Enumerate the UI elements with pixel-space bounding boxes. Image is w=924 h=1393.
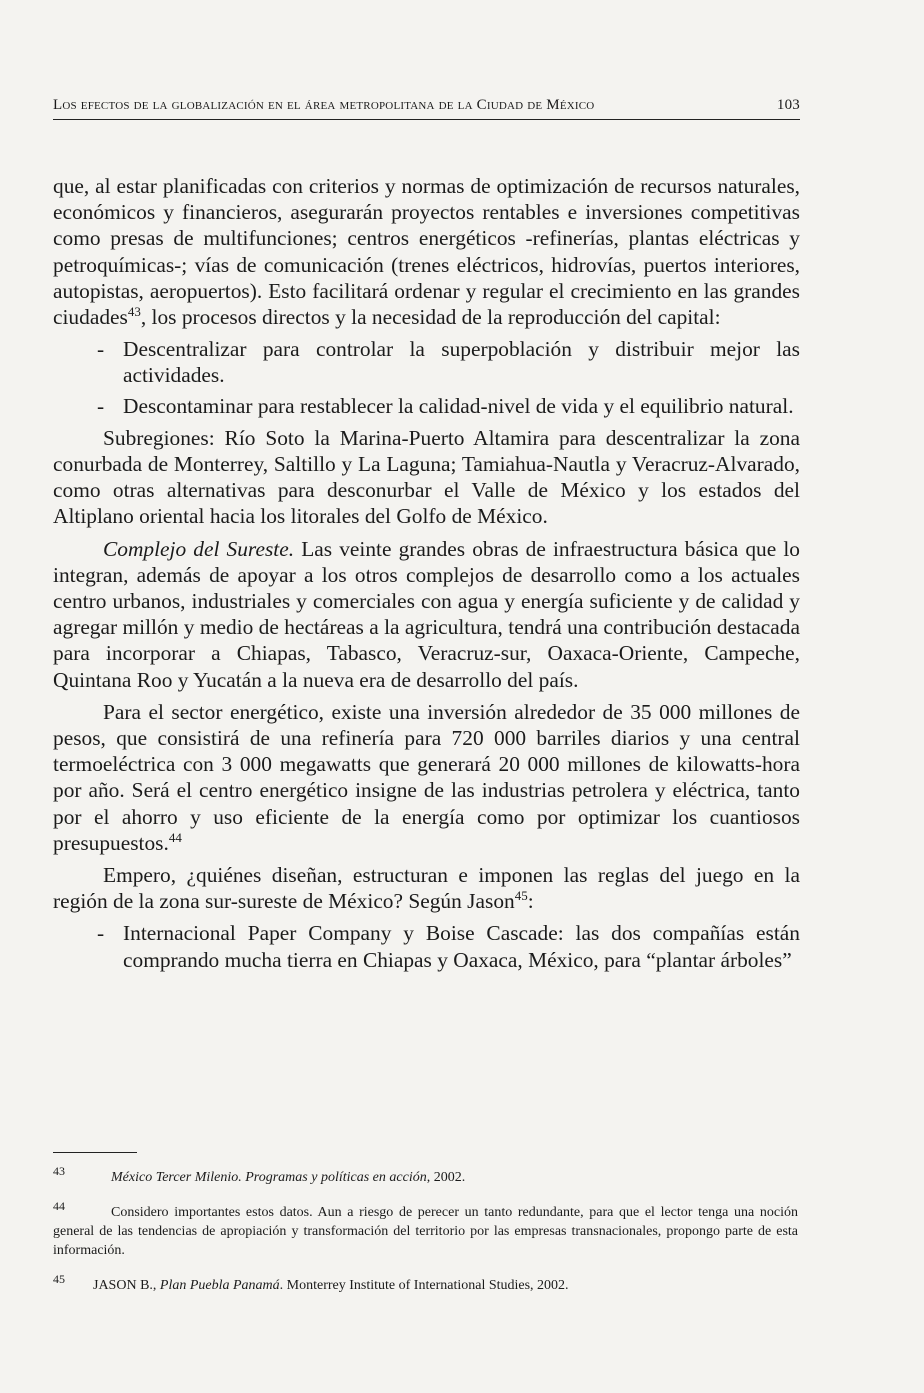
paragraph-text: : — [527, 889, 534, 914]
paragraph-text: , los procesos directos y la necesidad de la reproducción del capital: — [140, 305, 721, 330]
paragraph-text: Para el sector energético, existe una inversión alrededor de 35 000 millones de pesos, que consistirá de una refinería para 720 000 barriles diarios y una central termoeléctrica con 3 000 megawatts que generará 20 000 millones de kilowatts-hora por año. Será el centro energético insigne de las industrias petrolera y eléctrica, tanto por el ahorro y uso eficiente de la energía como por optimizar los cuantiosos presupuestos. — [53, 699, 800, 855]
footnote-italic-title: Plan Puebla Panamá — [159, 1278, 280, 1293]
bullet-list-objectives — [53, 336, 800, 419]
dash-marker: - — [97, 921, 105, 946]
list-item-text: Internacional Paper Company y Boise Cascade: las dos compañías están comprando mucha tierra en Chiapas y Oaxaca, México, para “plantar árboles” — [123, 921, 800, 972]
paragraph-continued — [53, 173, 800, 330]
footnote-44 — [53, 1197, 798, 1260]
paragraph-empero — [53, 862, 800, 914]
list-item — [53, 393, 800, 419]
footnote-text: Considero importantes estos datos. Aun a riesgo de perecer un tanto redundante, para que el lector tenga una noción general de las tendencias de apropiación y transformación del territorio por las empresas transnacionales, propongo parte de esta información. — [53, 1205, 798, 1258]
footnote-text: JASON B., — [93, 1278, 160, 1293]
paragraph-text: Las veinte grandes obras de infraestructura básica que lo integran, además de apoyar a los otros complejos de desarrollo como a los actuales centro urbanos, industriales y comerciales con agua y energía suficiente y de calidad y agregar millón y medio de hectáreas a la agricultura, tendrá una contribución destacada para incorporar a Chiapas, Tabasco, Veracruz-sur, Oaxaca-Oriente, Campeche, Quintana Roo y Yucatán a la nueva era de desarrollo del país. — [53, 536, 800, 692]
footnote-number: 45 — [53, 1272, 65, 1286]
paragraph-complejo-sureste — [53, 536, 800, 693]
footnote-italic-title: México Tercer Milenio. Programas y políticas en acción — [111, 1170, 427, 1185]
footnote-ref-44: 44 — [168, 829, 182, 845]
list-item — [53, 336, 800, 388]
footnote-ref-45: 45 — [514, 888, 528, 904]
footnote-separator — [53, 1152, 137, 1153]
body-text — [53, 173, 800, 973]
bullet-list-companies — [53, 920, 800, 972]
footnote-45 — [53, 1270, 798, 1295]
footnote-number: 44 — [53, 1199, 65, 1213]
paragraph-text: Empero, ¿quiénes diseñan, estructuran e imponen las reglas del juego en la región de la zona sur-sureste de México? Según Jason — [53, 863, 800, 914]
footnote-43 — [53, 1162, 798, 1187]
paragraph-sector-energetico — [53, 699, 800, 856]
paragraph-subregiones: Subregiones: Río Soto la Marina-Puerto Altamira para descentralizar la zona conurbada de Monterrey, Saltillo y La Laguna; Tamiahua-Nautla y Veracruz-Alvarado, como otras alternativas para desconurbar el Valle de México y los estados del Altiplano oriental hacia los litorales del Golfo de México. — [53, 425, 800, 529]
paragraph-text: que, al estar planificadas con criterios y normas de optimización de recursos naturales, económicos y financieros, asegurarán proyectos rentables e inversiones competitivas como presas de multifunciones; centros energéticos -refinerías, plantas eléctricas y petroquímicas-; vías de comunicación (trenes eléctricos, hidrovías, puertos interiores, autopistas, aeropuertos). Esto facilitará ordenar y regular el crecimiento en las grandes ciudades — [53, 174, 800, 330]
italic-heading: Complejo del Sureste. — [103, 536, 295, 561]
list-item-text: Descontaminar para restablecer la calidad-nivel de vida y el equilibrio natural. — [123, 393, 794, 418]
dash-marker: - — [97, 393, 105, 418]
footnote-text: , 2002. — [426, 1170, 466, 1185]
page-number: 103 — [776, 97, 800, 113]
footnote-text: . Monterrey Institute of International Studies, 2002. — [279, 1278, 569, 1293]
running-header — [53, 97, 800, 120]
footnote-ref-43: 43 — [127, 304, 141, 320]
list-item — [53, 920, 800, 972]
dash-marker: - — [97, 337, 105, 362]
running-title: Los efectos de la globalización en el área metropolitana de la Ciudad de México — [53, 97, 595, 113]
footnotes — [53, 1162, 798, 1305]
footnote-number: 43 — [53, 1164, 65, 1178]
list-item-text: Descentralizar para controlar la superpoblación y distribuir mejor las actividades. — [123, 337, 800, 388]
